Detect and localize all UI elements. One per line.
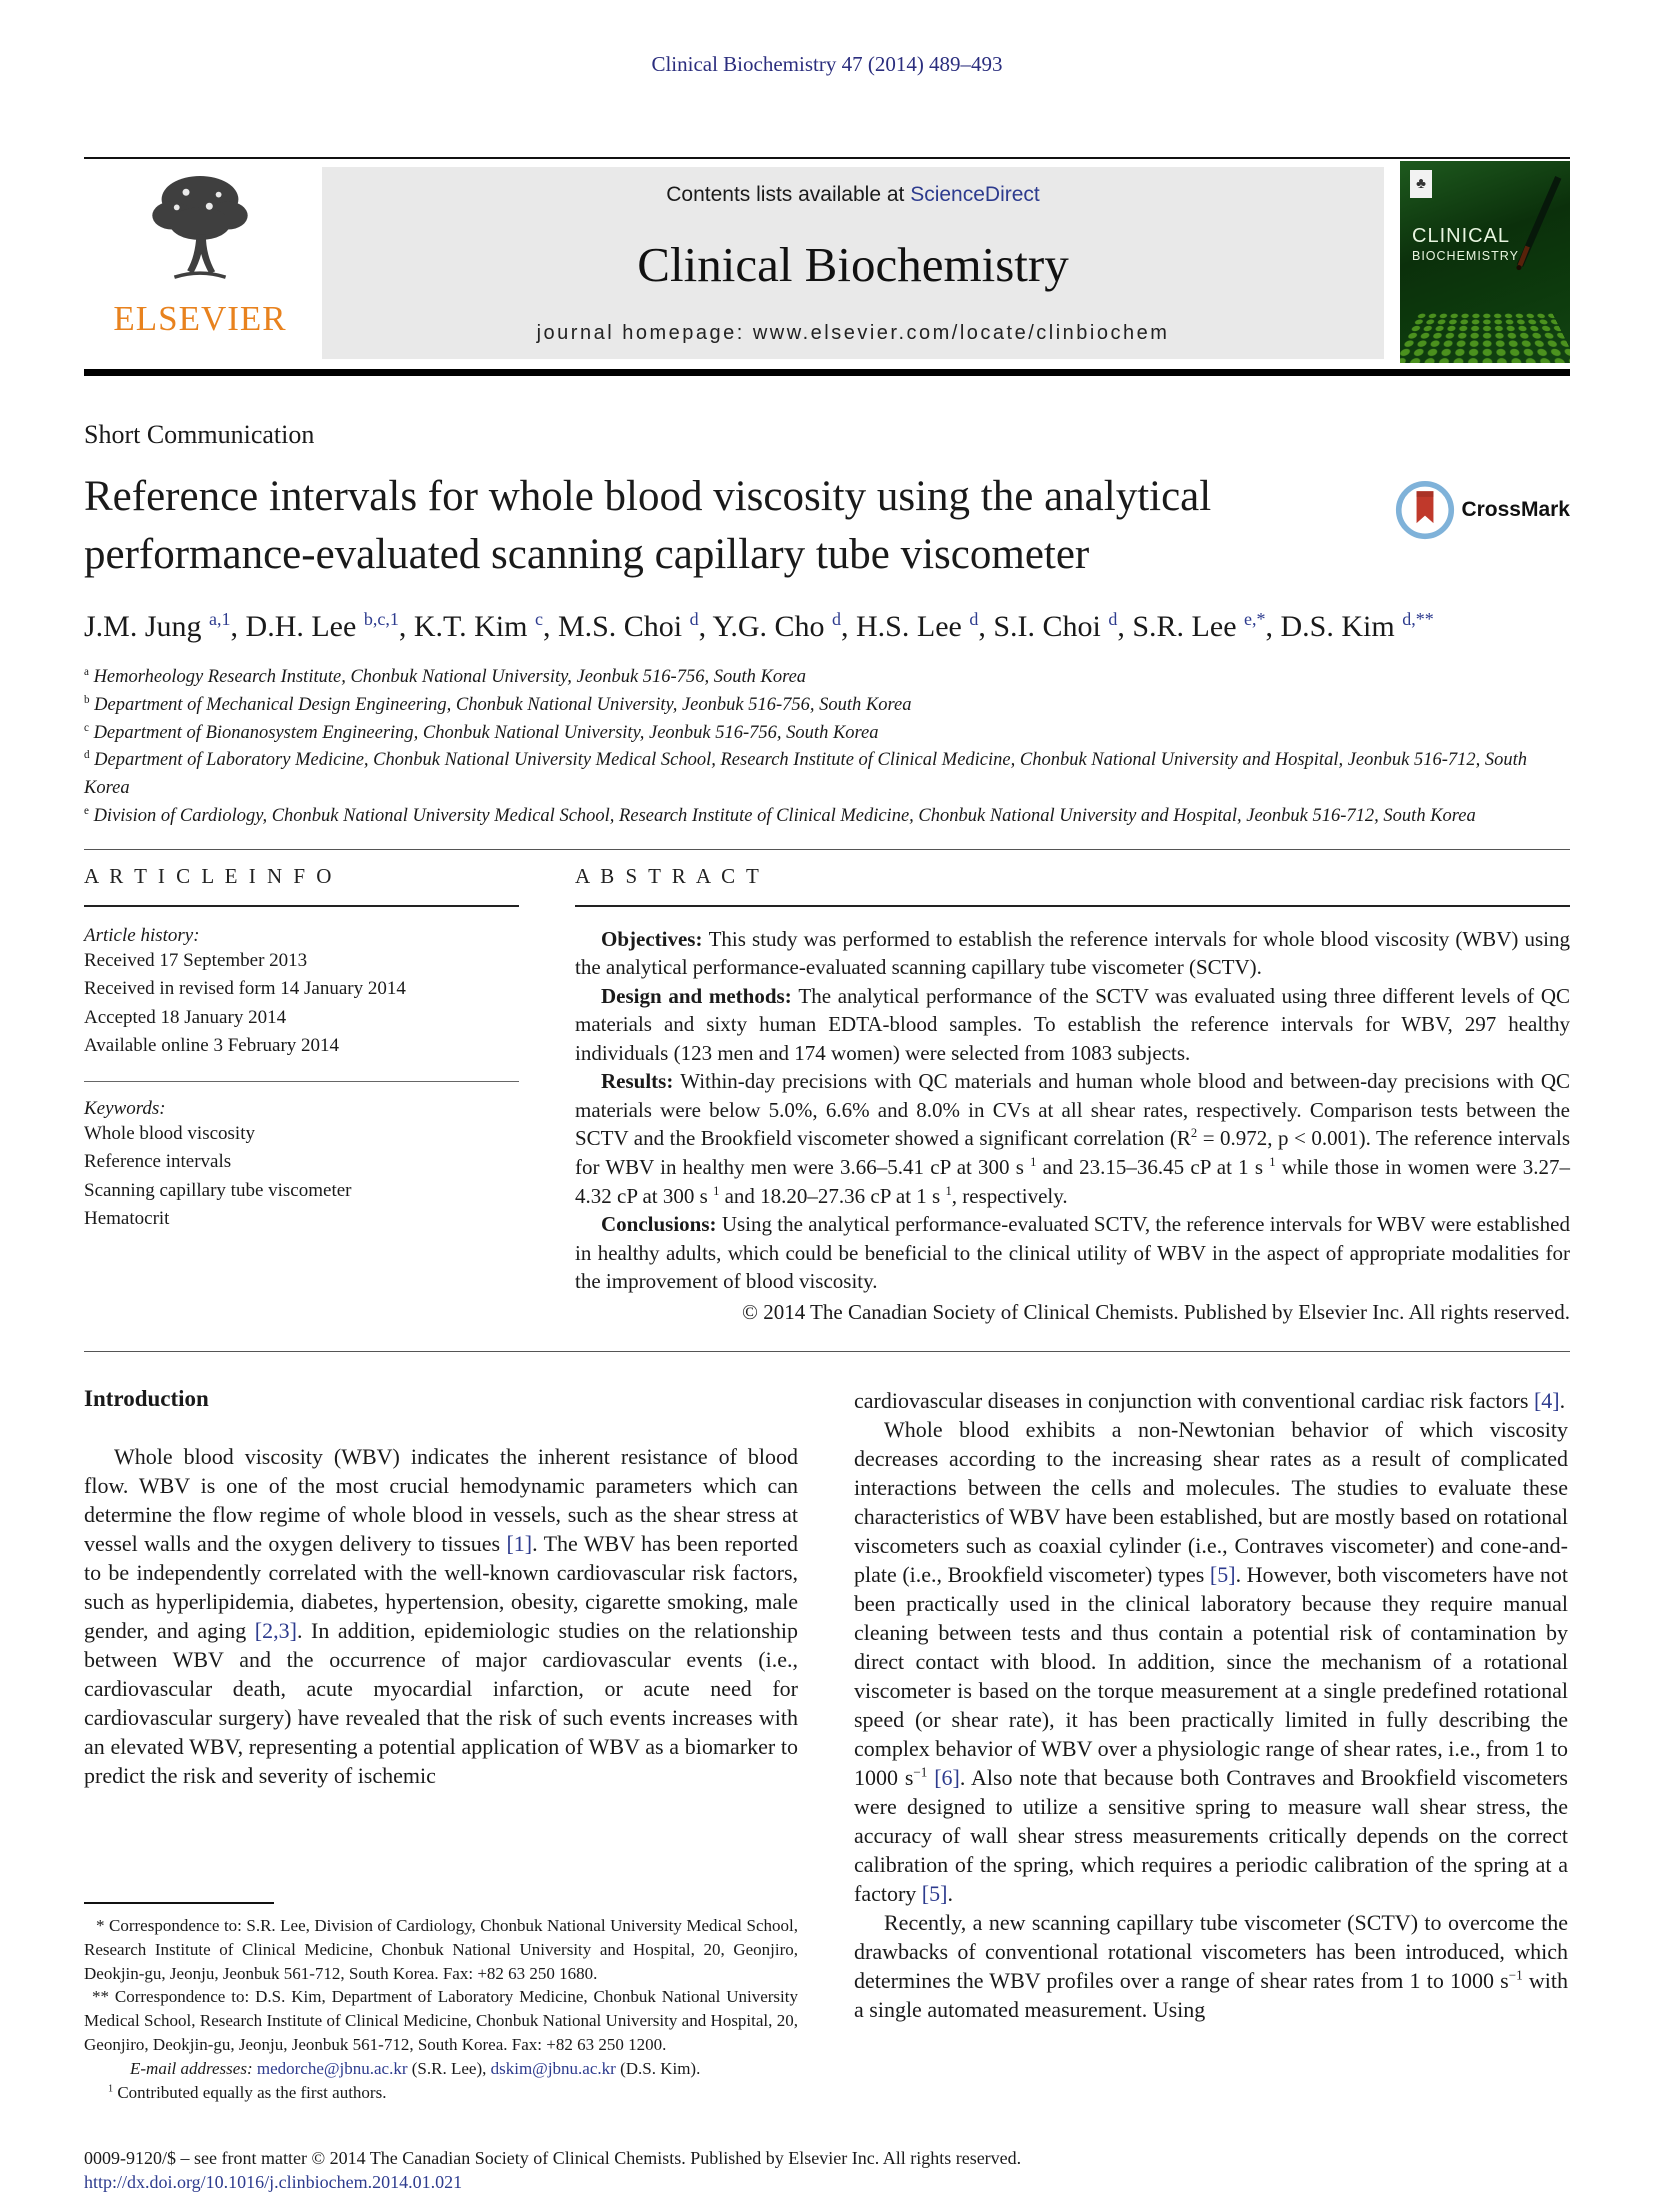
body-right-column [854,1386,1568,2105]
abstract-heading: A B S T R A C T [575,863,762,888]
article-info-heading: A R T I C L E I N F O [84,863,335,888]
body-paragraph: Recently, a new scanning capillary tube viscometer (SCTV) to overcome the drawbacks of conventional rotational viscometers has been introduced, which determines the WBV profiles over a range of shear rates from 1 to 1000 $s^{-1}$ with a single automated measurement. Using [854,1910,1568,2023]
abstract-paragraph: Design and methods: The analytical performance of the SCTV was evaluated using three different levels of QC materials and sixty human EDTA-blood samples. To establish the reference intervals for WBV, 297 healthy individuals (123 men and 174 women) were selected from 1083 subjects. [575,983,1570,1065]
page-footer [84,2148,1570,2193]
journal-homepage-link[interactable]: www.elsevier.com/locate/clinbiochem [752,322,1170,344]
elsevier-logo[interactable] [84,161,316,363]
affiliations-block [84,664,1570,831]
citation-ref[interactable]: [5] [921,1881,948,1907]
abstract-rule [575,905,1570,907]
keywords-divider-rule [84,1081,519,1082]
doi-link[interactable]: http://dx.doi.org/10.1016/j.clinbiochem.2014.01.021 [84,2172,463,2193]
title-row [84,468,1570,584]
author-affiliation-sup: d [969,609,979,630]
affiliation: $^a$ Hemorheology Research Institute, Chonbuk National University, Jeonbuk 516-756, South Korea [84,665,807,688]
article-type-label: Short Communication [84,420,315,449]
footnote-equal-contribution: $^1$ Contributed equally as the first authors. [108,2082,387,2102]
history-item: Accepted 18 January 2014 [84,1006,287,1028]
history-item: Received 17 September 2013 [84,949,308,971]
history-item: Available online 3 February 2014 [84,1035,340,1057]
article-title: Reference intervals for whole blood viscosity using the analytical performance-evaluated scanning capillary tube viscometer [84,473,1212,579]
text-segment: 1 [945,1183,952,1198]
footnote-rule [84,1902,274,1904]
citation-ref[interactable]: [5] [1209,1561,1236,1587]
authors-line: J.M. Jung $^{a,1}$, D.H. Lee $^{b,c,1}$, K.T. Kim $^c$, M.S. Choi $^d$, Y.G. Cho $^d$, H.S. Lee $^d$, S.I. Choi $^d$, S.R. Lee $^{e,*}$, D.S. Kim $^{d,**}$ [84,609,1434,644]
author-affiliation-sup: d [1108,609,1118,630]
text-segment: b [84,693,90,706]
text-segment: 1 [713,1183,720,1198]
text-segment: d [84,749,90,762]
journal-header-band [84,161,1570,363]
keyword-item: Hematocrit [84,1208,170,1230]
cover-title-line2: BIOCHEMISTRY [1412,249,1519,263]
front-matter-columns [84,864,1570,1325]
abstract-column [575,864,1570,1325]
history-label: Article history: [84,924,200,946]
keyword-item: Whole blood viscosity [84,1122,255,1144]
cover-title-line1: CLINICAL [1412,225,1511,247]
keywords-label: Keywords: [84,1097,166,1119]
contents-prefix: Contents lists available at [666,183,911,206]
citation-ref[interactable]: [1] [506,1530,533,1556]
text-segment: Results: [601,1069,681,1094]
email-link[interactable]: medorche@jbnu.ac.kr [256,2058,408,2078]
affiliation: $^d$ Department of Laboratory Medicine, Chonbuk National University Medical School, Research Institute of Clinical Medicine, Chonbuk National University and Hospital, Jeonbuk 516-712, South Korea [84,749,1528,799]
keyword-item: Reference intervals [84,1151,232,1173]
body-paragraph: Whole blood viscosity (WBV) indicates the inherent resistance of blood flow. WBV is one of the most crucial hemodynamic parameters which can determine the flow regime of whole blood in vessels, such as the shear stress at vessel walls and the oxygen delivery to tissues [1]. The WBV has been reported to be independently correlated with the well-known cardiovascular risk factors, such as hyperlipidemia, diabetes, hypertension, obesity, cigarette smoking, male gender, and aging [2,3]. In addition, epidemiologic studies on the relationship between WBV and the occurrence of major cardiovascular events (i.e., cardiovascular death, acute myocardial infarction, or acute need for cardiovascular surgery) have revealed that the risk of such events increases with an elevated WBV, representing a potential application of WBV as a biomarker to predict the risk and severity of ischemic [84,1443,798,1789]
body-left-column [84,1386,798,2105]
journal-cover-thumbnail[interactable] [1400,161,1570,363]
author-affiliation-sup: b,c,1 [363,609,399,630]
affiliation: $^b$ Department of Mechanical Design Engineering, Chonbuk National University, Jeonbuk 516-756, South Korea [84,693,912,715]
crossmark-icon [1395,480,1455,540]
author-affiliation-sup: d [832,609,842,630]
abstract-paragraph: Conclusions: Using the analytical performance-evaluated SCTV, the reference intervals for WBV were established in healthy adults, which could be beneficial to the clinical utility of WBV in the aspect of appropriate modalities for the improvement of blood viscosity. [575,1212,1570,1294]
text-segment: −1 [1508,1968,1523,1983]
contents-line [332,183,1374,207]
author-affiliation-sup: a,1 [209,609,231,630]
journal-masthead [322,167,1384,359]
journal-citation-header: Clinical Biochemistry 47 (2014) 489–493 [651,52,1003,76]
text-segment: c [84,721,89,734]
text-segment: e [84,804,89,817]
keyword-item: Scanning capillary tube viscometer [84,1179,352,1201]
footnote-emails: E-mail addresses: medorche@jbnu.ac.kr (S.R. Lee), dskim@jbnu.ac.kr (D.S. Kim). [130,2058,701,2078]
text-segment: E-mail addresses: [130,2058,257,2078]
cover-honeycomb-pattern [1400,313,1570,363]
text-segment: 2 [1190,1126,1198,1141]
front-matter-bottom-rule [84,1351,1570,1352]
affiliation: $^c$ Department of Bionanosystem Engineering, Chonbuk National University, Jeonbuk 516-756, South Korea [84,721,879,743]
footnote-correspondence-2: ** Correspondence to: D.S. Kim, Department of Laboratory Medicine, Chonbuk National University Medical School, Research Institute of Clinical Medicine, Chonbuk National University and Hospital, 20, Geonjiro, Deokjin-gu, Jeonju, Jeonbuk 561-712, South Korea. Fax: +82 63 250 1200. [84,1987,798,2055]
article-info-column [84,864,519,1325]
body-paragraph: cardiovascular diseases in conjunction with conventional cardiac risk factors [4]. [854,1387,1566,1413]
text-segment: 1 [108,2083,114,2094]
header-bottom-rule [84,369,1570,376]
citation-ref[interactable]: [6] [934,1765,960,1791]
elsevier-wordmark: ELSEVIER [113,299,287,338]
affiliation: $^e$ Division of Cardiology, Chonbuk National University Medical School, Research Institute of Clinical Medicine, Chonbuk National University and Hospital, Jeonbuk 516-712, South Korea [84,804,1476,826]
crossmark-badge[interactable] [1395,478,1570,542]
article-info-rule [84,905,519,907]
text-segment: Design and methods: [601,983,799,1008]
author-affiliation-sup: c [534,609,543,630]
homepage-line [332,322,1374,345]
email-link[interactable]: dskim@jbnu.ac.kr [490,2058,616,2078]
elsevier-tree-icon [125,169,275,297]
sciencedirect-link[interactable]: ScienceDirect [910,183,1040,206]
footnote-correspondence-1: * Correspondence to: S.R. Lee, Division of Cardiology, Chonbuk National University Medical School, Research Institute of Clinical Medicine, Chonbuk National University and Hospital, 20, Geonjiro, Deokjin-gu, Jeonju, Jeonbuk 561-712, South Korea. Fax: +82 63 250 1680. [84,1916,798,1983]
abstract-paragraph: Results: Within-day precisions with QC materials and human whole blood and between-day precisions with QC materials were below 5.0%, 6.6% and 8.0% in CVs at all shear rates, respectively. Comparison tests between the SCTV and the Brookfield viscometer showed a significant correlation ($R^2 = 0.972$, p < 0.001). The reference intervals for WBV in healthy men were 3.66–5.41 cP at 300 s $^1$ and 23.15–36.45 cP at 1 s $^1$ while those in women were 3.27–4.32 cP at 300 s $^1$ and 18.20–27.36 cP at 1 s $^1$, respectively. [575,1069,1571,1208]
cover-publisher-mark: ♣ [1410,170,1432,198]
text-segment: Objectives: [601,926,709,951]
text-segment: a [84,665,89,678]
citation-ref[interactable]: [4] [1533,1387,1560,1413]
body-columns [84,1386,1570,2105]
text-segment: 1 [1030,1154,1037,1169]
abstract-copyright: © 2014 The Canadian Society of Clinical Chemists. Published by Elsevier Inc. All rights reserved. [741,1299,1570,1324]
introduction-heading: Introduction [84,1385,209,1411]
text-segment: 1 [1269,1154,1276,1169]
text-segment: Conclusions: [601,1212,722,1237]
author-affiliation-sup: e,* [1244,609,1266,630]
author-affiliation-sup: d [689,609,699,630]
text-segment: −1 [913,1764,928,1780]
issn-copyright-line: 0009-9120/$ – see front matter © 2014 The Canadian Society of Clinical Chemists. Published by Elsevier Inc. All rights reserved. [84,2148,1022,2169]
body-paragraph: Whole blood exhibits a non-Newtonian behavior of which viscosity decreases according to the increasing shear rates as a result of complicated interactions between the cells and molecules. The studies to evaluate these characteristics of WBV have been established, but are mostly based on rotational viscometers such as coaxial cylinder (i.e., Contraves viscometer) and cone-and-plate (i.e., Brookfield viscometer) types [5]. However, both viscometers have not been practically used in the clinical laboratory because they require manual cleaning between tests and thus contain a potential risk of contamination by direct contact with blood. In addition, since the mechanism of a rotational viscometer is based on the torque measurement at a single predefined rotational speed (or shear rate), it has been practically limited in fully describing the complex behavior of WBV over a physiologic range of shear rates, i.e., from 1 to 1000 $s^{-1}$ [6]. Also note that because both Contraves and Brookfield viscometers were designed to utilize a sensitive spring to measure wall shear stress, the accuracy of wall shear stress measurements critically depends on the correct calibration of the spring, which requires a periodic calibration of the spring at a factory [5]. [854,1416,1568,1907]
citation-ref[interactable]: [2,3] [254,1617,297,1643]
cover-title [1412,225,1519,263]
journal-title: Clinical Biochemistry [637,237,1069,292]
abstract-paragraph: Objectives: This study was performed to establish the reference intervals for whole blood viscosity (WBV) using the analytical performance-evaluated scanning capillary tube viscometer (SCTV). [575,926,1570,980]
footnotes-block [84,1902,798,2104]
homepage-prefix: journal homepage: [536,322,753,344]
crossmark-label: CrossMark [1461,498,1570,521]
header-top-rule [84,157,1570,159]
author-affiliation-sup: d,** [1402,609,1434,630]
front-matter-top-rule [84,849,1570,850]
history-item: Received in revised form 14 January 2014 [84,978,406,1000]
